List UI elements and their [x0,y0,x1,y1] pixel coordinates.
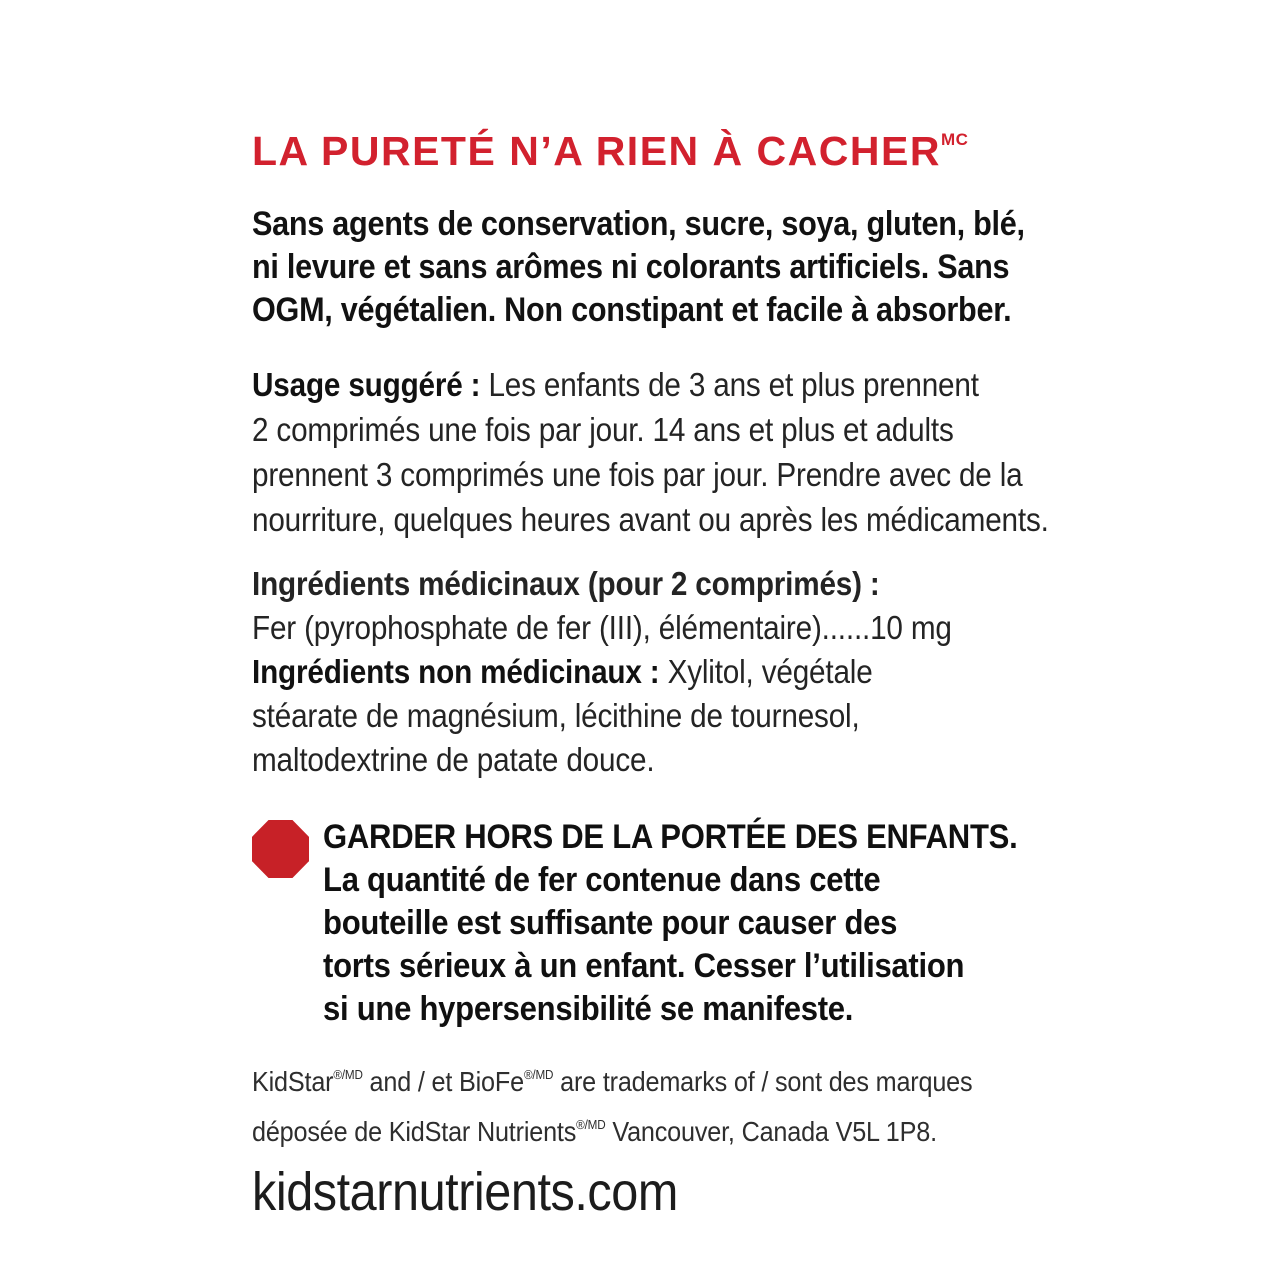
non-medicinal-ingredients-line: maltodextrine de patate douce. [252,741,655,778]
suggested-use-line [252,362,1177,407]
headline [252,128,1280,175]
brand-kidstar: KidStar [252,1066,334,1097]
suggested-use-line: prennent 3 comprimés une fois par jour. Prendre avec de la [252,456,1023,493]
suggested-use-label: Usage suggéré : [252,366,481,403]
warning-line: GARDER HORS DE LA PORTÉE DES ENFANTS. [323,818,1018,856]
non-medicinal-ingredients-section [252,650,1280,782]
suggested-use-paragraph [252,362,1280,542]
trademark-note-line [252,1053,1177,1103]
warning-line: torts sérieux à un enfant. Cesser l’utilisation [323,947,965,985]
trademark-note [252,1053,1280,1153]
registered-md-superscript: ®/MD [523,1067,554,1082]
trademark-segment: déposée de KidStar Nutrients [252,1116,577,1147]
suggested-use-line: 2 comprimés une fois par jour. 14 ans et plus et adults [252,411,954,448]
registered-md-superscript: ®/MD [333,1067,363,1082]
non-medicinal-ingredients-intro: Xylitol, végétale [667,653,873,690]
warning-line: La quantité de fer contenue dans cette [323,861,881,899]
trademark-segment: and / et BioFe [362,1066,524,1097]
warning-text [323,816,1095,1031]
headline-text: LA PURETÉ N’A RIEN À CACHER [252,128,941,174]
medicinal-ingredient-entry: Fer (pyrophosphate de fer (III), élémentaire)......10 mg [252,609,952,646]
warning-line: si une hypersensibilité se manifeste. [323,990,854,1028]
non-medicinal-ingredients-line [252,650,1177,694]
suggested-use-line: nourriture, quelques heures avant ou après les médicaments. [252,501,1049,538]
warning-line: bouteille est suffisante pour causer des [323,904,898,942]
website-url: kidstarnutrients.com [252,1162,678,1222]
claims-line: ni levure et sans arômes ni colorants artificiels. Sans [252,248,1010,286]
medicinal-ingredients-heading: Ingrédients médicinaux (pour 2 comprimés) : [252,565,880,602]
trademark-segment: are trademarks of / sont des marques [553,1066,973,1097]
registered-md-superscript: ®/MD [576,1117,606,1132]
trademark-segment: Vancouver, Canada V5L 1P8. [605,1116,937,1147]
warning-section [252,816,1280,1031]
headline-trademark-superscript: MC [940,130,969,149]
claims-line: Sans agents de conservation, sucre, soya, gluten, blé, [252,205,1025,243]
non-medicinal-ingredients-line: stéarate de magnésium, lécithine de tournesol, [252,697,860,734]
claims-paragraph [252,203,1280,332]
claims-line: OGM, végétalien. Non constipant et facile à absorber. [252,291,1012,329]
stop-octagon-icon [252,820,309,878]
trademark-note-line [252,1103,1177,1153]
non-medicinal-ingredients-label: Ingrédients non médicinaux : [252,653,660,690]
suggested-use-intro: Les enfants de 3 ans et plus prennent [488,366,979,403]
medicinal-ingredients-section [252,562,1280,650]
